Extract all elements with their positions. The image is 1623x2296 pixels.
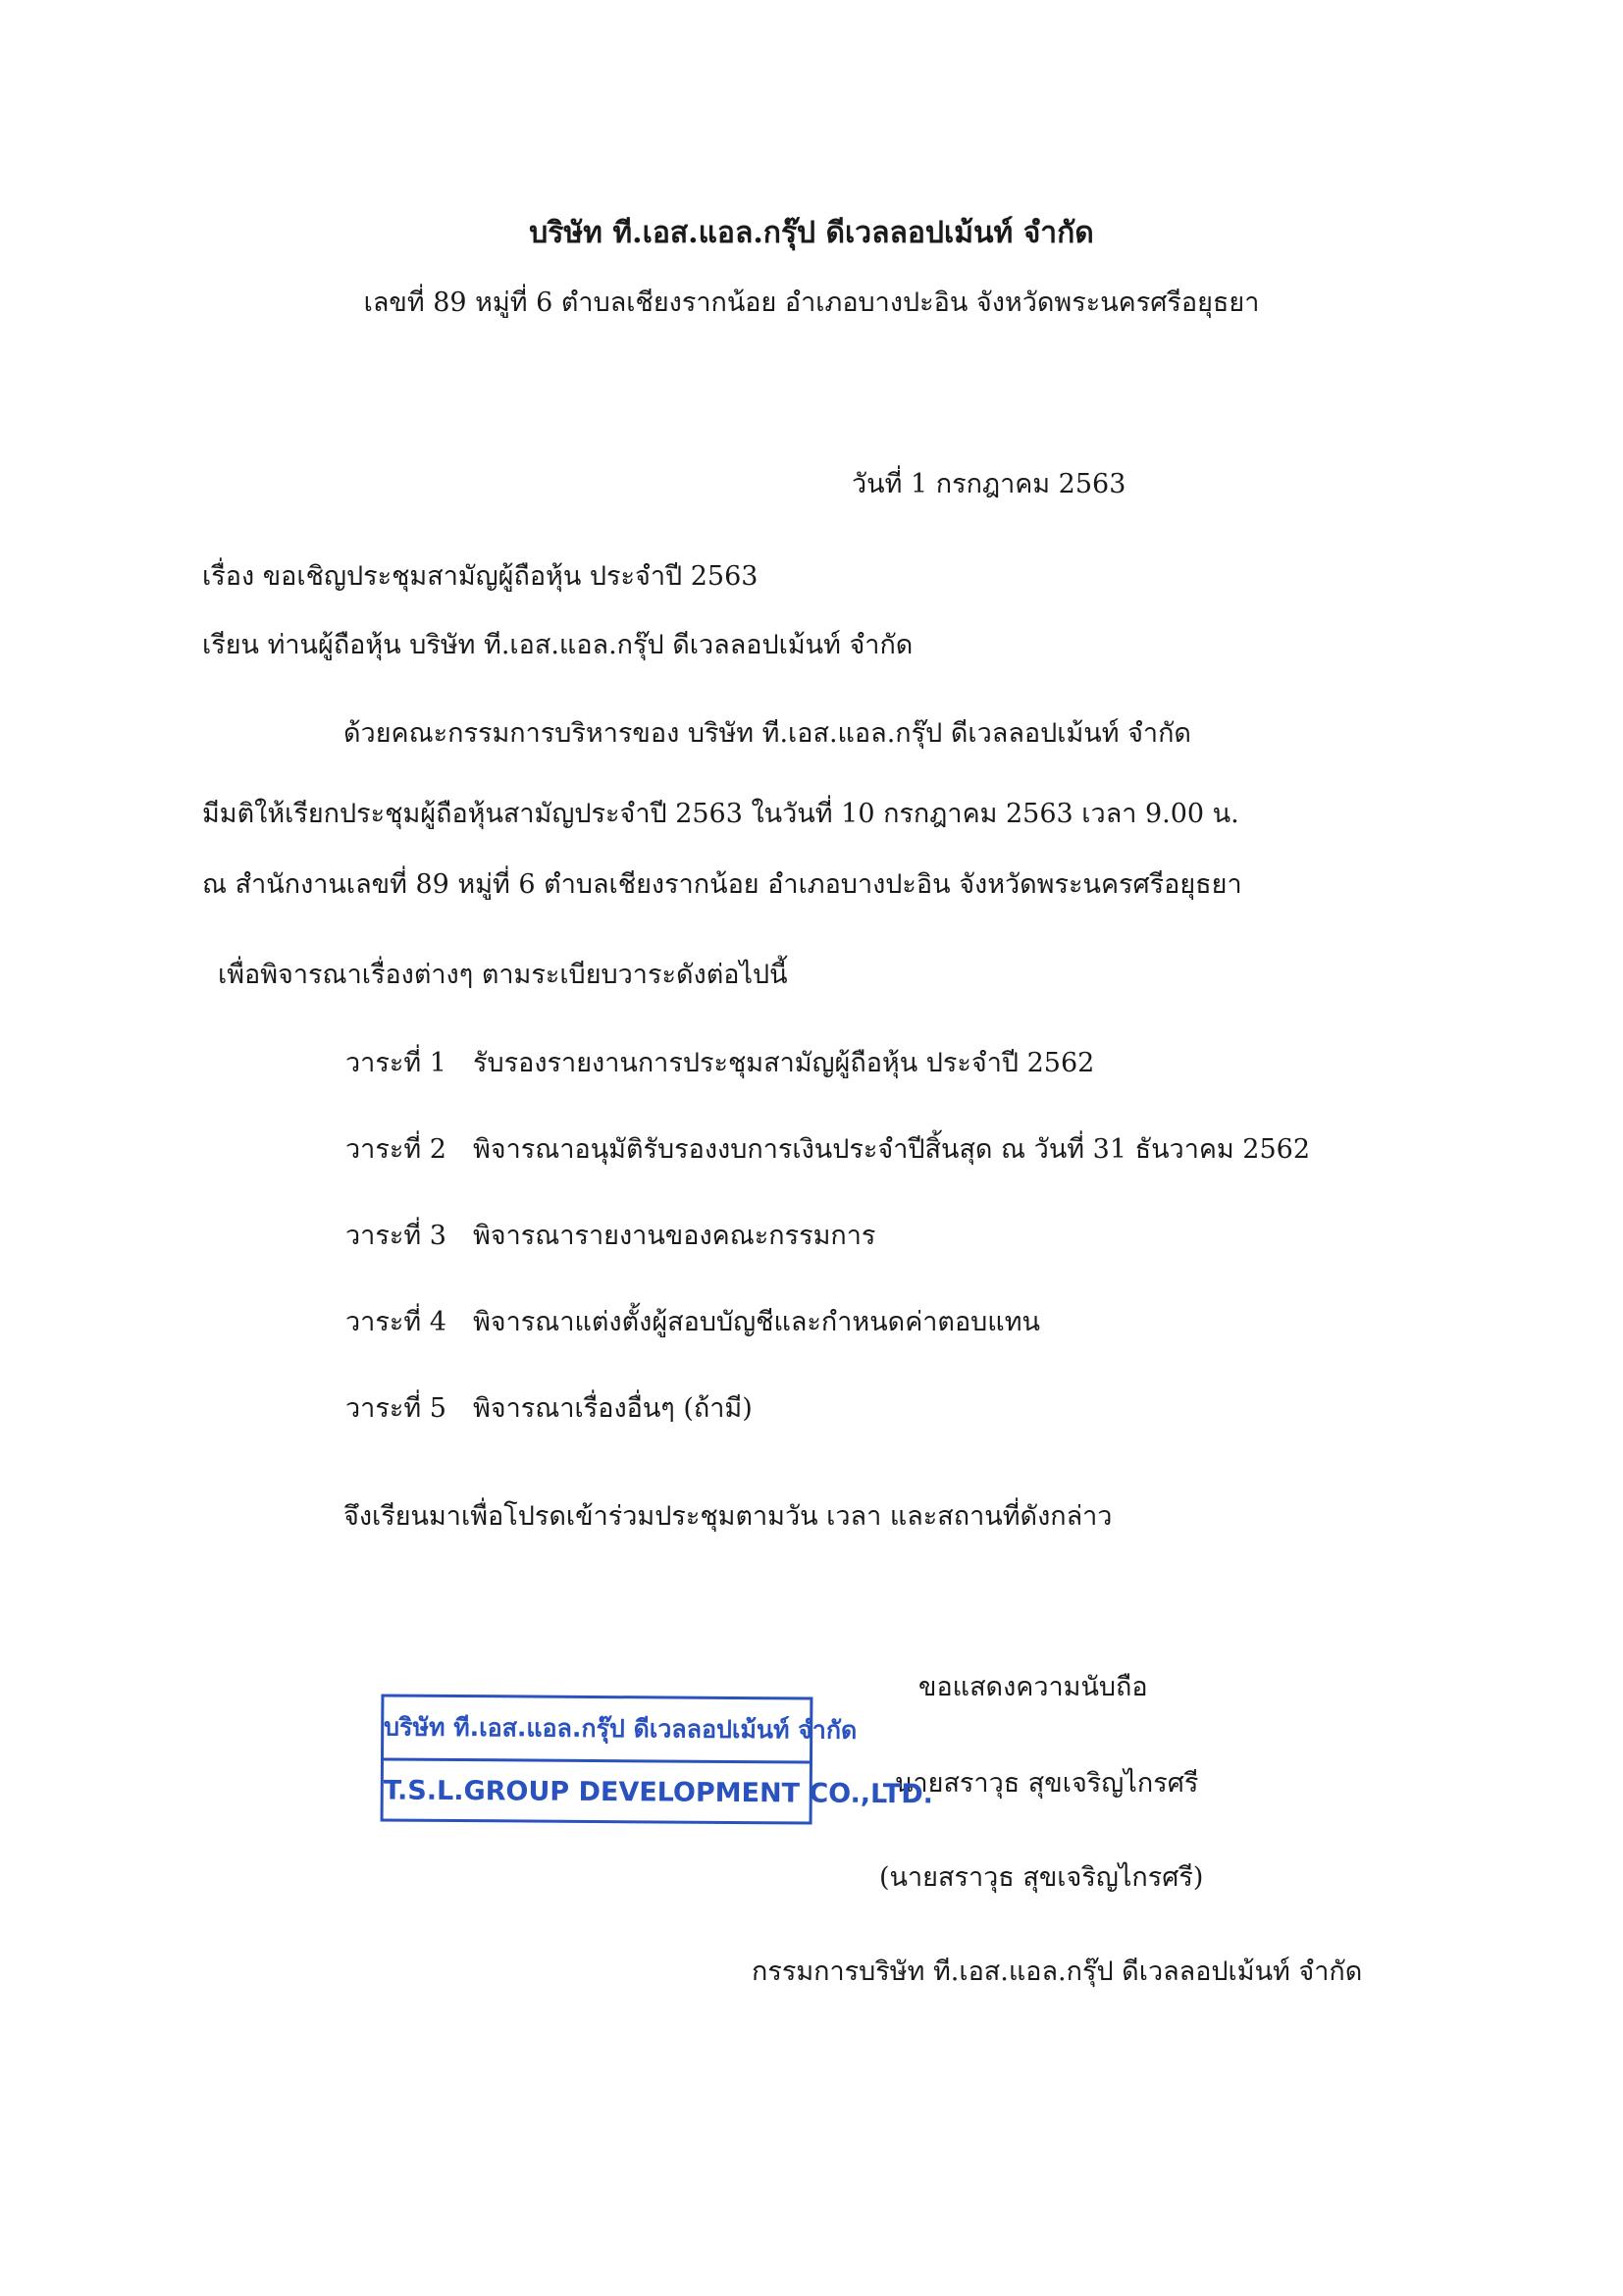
- signatory-title: กรรมการบริษัท ที.เอส.แอล.กรุ๊ป ดีเวลลอปเม้นท์ จำกัด: [752, 1957, 1363, 1987]
- agenda-text: รับรองรายงานการประชุมสามัญผู้ถือหุ้น ประจำปี 2562: [473, 1048, 1095, 1078]
- agenda-text: พิจารณาเรื่องอื่นๆ (ถ้ามี): [473, 1393, 753, 1424]
- agenda-label: วาระที่ 1: [345, 1048, 446, 1078]
- stamp-english-name: T.S.L.GROUP DEVELOPMENT CO.,LTD.: [383, 1775, 934, 1810]
- agenda-item: [345, 1391, 753, 1427]
- agenda-item: [345, 1219, 875, 1254]
- agenda-item: [345, 1046, 1094, 1081]
- company-address: เลขที่ 89 หมู่ที่ 6 ตำบลเชียงรากน้อย อำเภอบางปะอิน จังหวัดพระนครศรีอยุธยา: [363, 287, 1260, 318]
- letter-subject: เรื่อง ขอเชิญประชุมสามัญผู้ถือหุ้น ประจำปี 2563: [202, 561, 759, 592]
- body-line-3: ณ สำนักงานเลขที่ 89 หมู่ที่ 6 ตำบลเชียงรากน้อย อำเภอบางปะอิน จังหวัดพระนครศรีอยุธยา: [202, 869, 1242, 900]
- agenda-label: วาระที่ 3: [345, 1221, 446, 1251]
- agenda-text: พิจารณาอนุมัติรับรองงบการเงินประจำปีสิ้นสุด ณ วันที่ 31 ธันวาคม 2562: [473, 1134, 1311, 1165]
- company-stamp: [381, 1694, 934, 1824]
- agenda-text: พิจารณารายงานของคณะกรรมการ: [473, 1221, 876, 1251]
- closing-sentence: จึงเรียนมาเพื่อโปรดเข้าร่วมประชุมตามวัน เวลา และสถานที่ดังกล่าว: [343, 1501, 1113, 1532]
- agenda-item: [345, 1305, 1040, 1340]
- body-line-2: มีมติให้เรียกประชุมผู้ถือหุ้นสามัญประจำปี 2563 ในวันที่ 10 กรกฎาคม 2563 เวลา 9.00 น.: [202, 799, 1239, 829]
- company-name-heading: บริษัท ที.เอส.แอล.กรุ๊ป ดีเวลลอปเม้นท์ จำกัด: [529, 216, 1094, 250]
- agenda-label: วาระที่ 5: [345, 1393, 446, 1424]
- letter-recipient: เรียน ท่านผู้ถือหุ้น บริษัท ที.เอส.แอล.กรุ๊ป ดีเวลลอปเม้นท์ จำกัด: [202, 630, 914, 660]
- agenda-label: วาระที่ 2: [345, 1134, 446, 1165]
- signed-name: นายสราวุธ สุขเจริญไกรศรี: [895, 1768, 1199, 1799]
- printed-name: (นายสราวุธ สุขเจริญไกรศรี): [879, 1862, 1204, 1893]
- agenda-item: [345, 1132, 1310, 1168]
- letter-date: วันที่ 1 กรกฎาคม 2563: [852, 469, 1126, 499]
- body-line-1: ด้วยคณะกรรมการบริหารของ บริษัท ที.เอส.แอล.กรุ๊ป ดีเวลลอปเม้นท์ จำกัด: [343, 718, 1191, 749]
- agenda-label: วาระที่ 4: [345, 1307, 446, 1337]
- stamp-thai-name: บริษัท ที.เอส.แอล.กรุ๊ป ดีเวลลอปเม้นท์ จำกัด: [384, 1696, 810, 1763]
- salutation: ขอแสดงความนับถือ: [918, 1672, 1148, 1702]
- agenda-text: พิจารณาแต่งตั้งผู้สอบบัญชีและกำหนดค่าตอบแทน: [473, 1307, 1040, 1337]
- body-line-4: เพื่อพิจารณาเรื่องต่างๆ ตามระเบียบวาระดังต่อไปนี้: [218, 960, 788, 990]
